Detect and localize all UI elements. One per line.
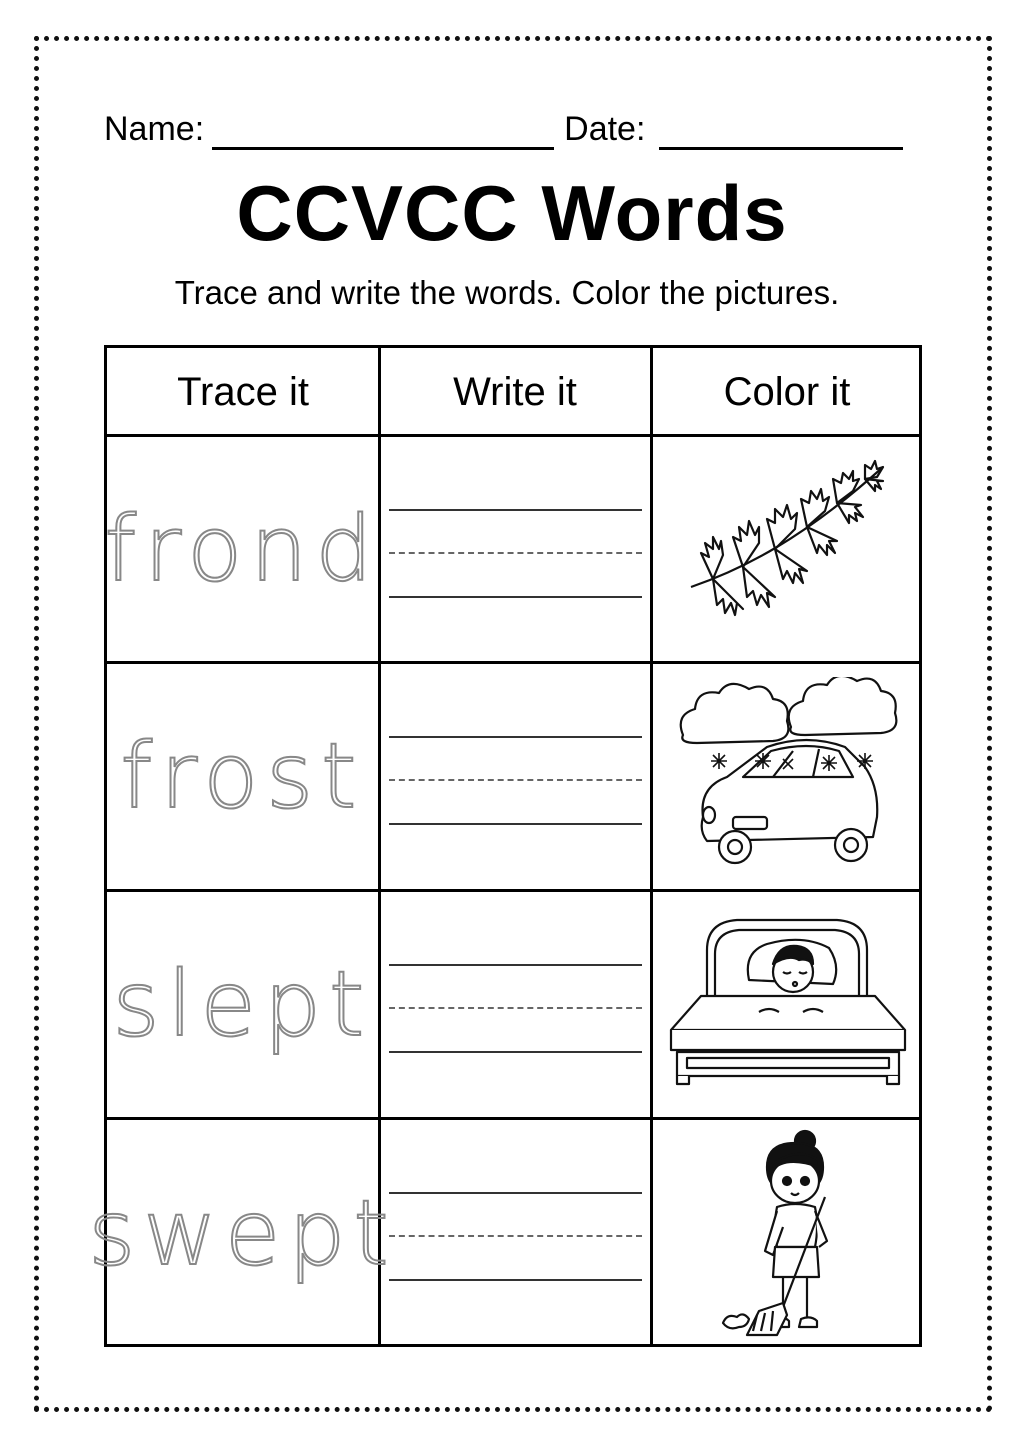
trace-word[interactable] [107,892,378,1117]
write-line-base [389,1279,642,1281]
trace-word[interactable] [88,1120,397,1347]
write-line-top [389,1192,642,1194]
name-blank[interactable] [212,110,554,150]
name-date-row [104,104,924,150]
column-header-write: Write it [453,369,577,414]
write-line-base [389,596,642,598]
girl-sweeping-icon [653,1120,922,1347]
frosted-car-icon [653,664,922,889]
worksheet-table [88,345,922,1347]
write-area[interactable] [381,437,650,661]
trace-word-text: frond [104,496,381,602]
write-area[interactable] [381,892,650,1117]
trace-word[interactable] [107,664,378,889]
column-header-trace: Trace it [177,369,309,414]
trace-word-text: frost [120,724,365,829]
write-line-mid [389,1235,642,1237]
write-area[interactable] [381,664,650,889]
trace-word[interactable] [104,437,381,661]
trace-word-text: swept [88,1181,397,1286]
write-line-base [389,823,642,825]
date-label: Date: [564,110,646,148]
page-title: CCVCC Words [236,169,788,257]
write-line-top [389,736,642,738]
write-line-mid [389,779,642,781]
name-label: Name: [104,110,205,148]
instructions: Trace and write the words. Color the pictures. [174,274,840,311]
sleeping-boy-bed-icon [653,892,922,1117]
date-blank[interactable] [659,110,903,150]
trace-word-text: slept [112,952,373,1057]
write-line-top [389,964,642,966]
write-line-mid [389,1007,642,1009]
write-line-mid [389,552,642,554]
fern-frond-icon [653,437,922,661]
write-area[interactable] [381,1120,650,1347]
write-line-base [389,1051,642,1053]
write-line-top [389,509,642,511]
column-header-color: Color it [723,369,851,414]
